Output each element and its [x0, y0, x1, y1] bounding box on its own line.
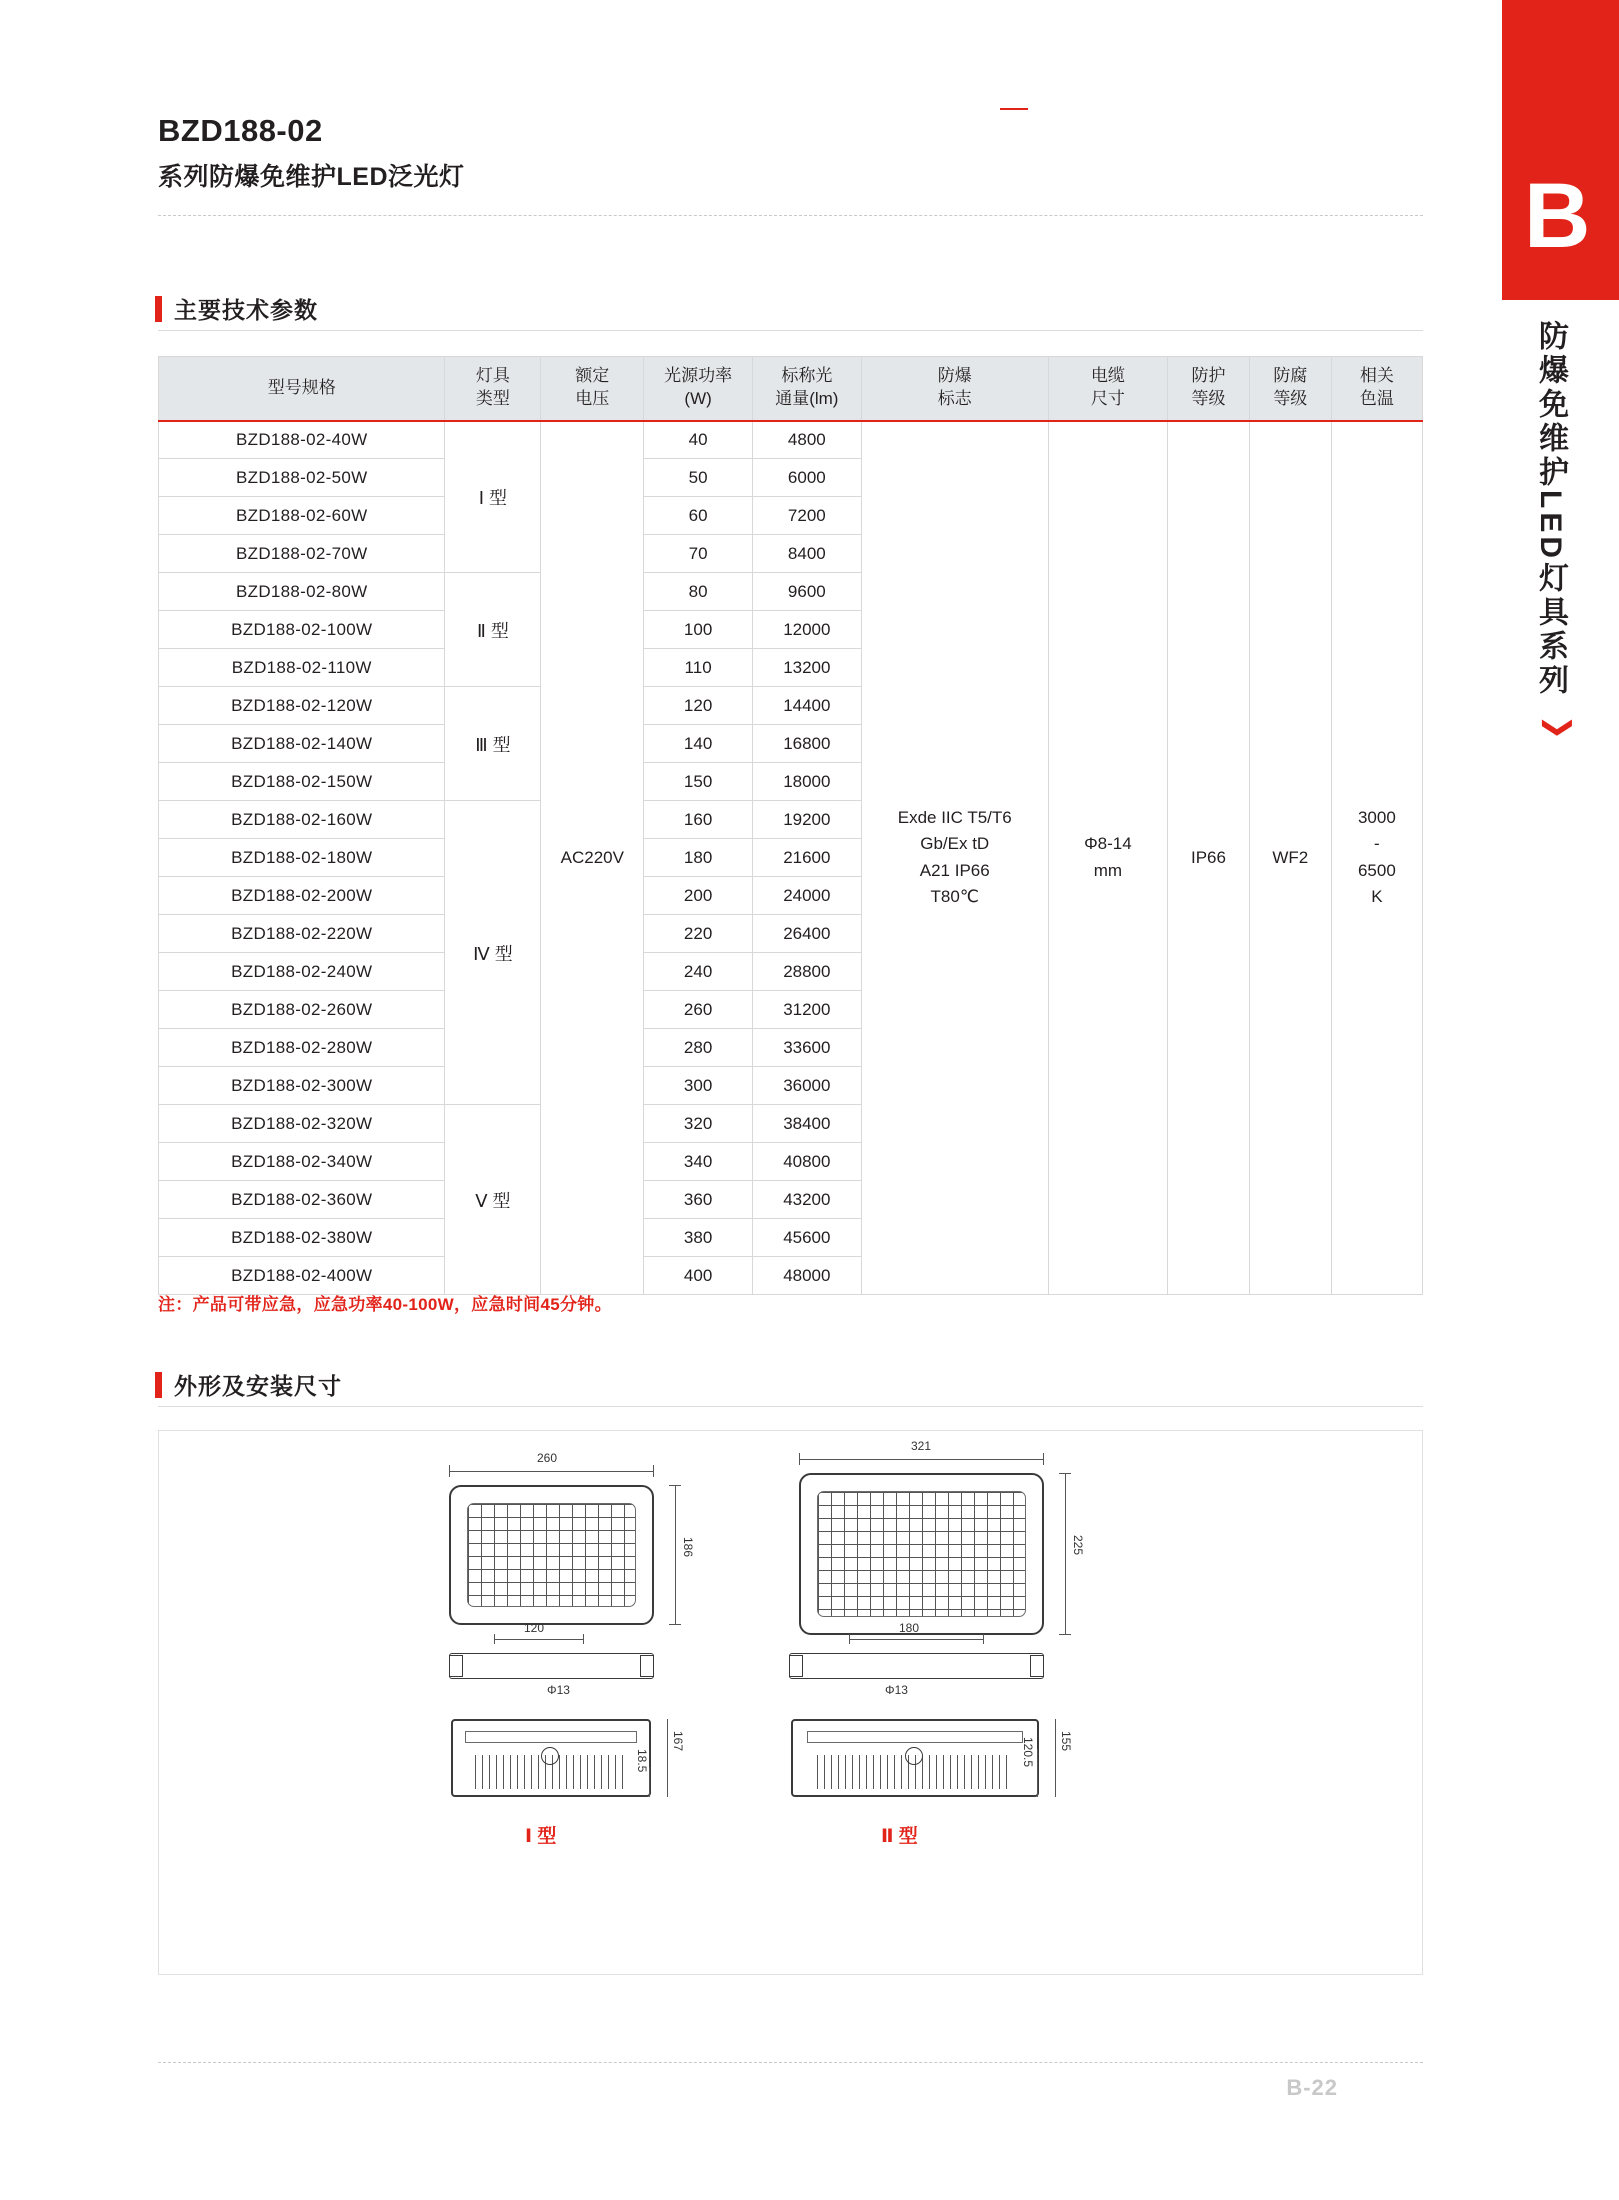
type2-side-body	[791, 1719, 1039, 1797]
cell-lumen: 33600	[752, 1029, 861, 1067]
type2-bracket-end-left	[789, 1655, 803, 1677]
side-tab	[1488, 0, 1619, 2200]
cell-cct-line: -	[1374, 834, 1380, 854]
type1-bracket-width-value: 120	[524, 1621, 545, 1635]
cell-model: BZD188-02-180W	[159, 839, 445, 877]
table-row	[159, 421, 1423, 459]
cell-power: 80	[644, 573, 753, 611]
cell-lumen: 48000	[752, 1257, 861, 1295]
cell-lamp-type: Ⅳ 型	[445, 801, 541, 1105]
cell-model: BZD188-02-260W	[159, 991, 445, 1029]
type2-bracket-width-value: 180	[899, 1621, 920, 1635]
cell-lumen: 21600	[752, 839, 861, 877]
cell-lumen: 12000	[752, 611, 861, 649]
cell-power: 120	[644, 687, 753, 725]
section-title-specs: 主要技术参数	[174, 297, 318, 323]
type1-bracket-dimline	[494, 1639, 584, 1640]
type2-side-top-band	[807, 1731, 1023, 1743]
cell-voltage: AC220V	[541, 421, 644, 1295]
cell-power: 260	[644, 991, 753, 1029]
footer-divider	[158, 2062, 1423, 2063]
cell-cable-size-line: mm	[1093, 860, 1123, 880]
cell-lumen: 31200	[752, 991, 861, 1029]
col-model: 型号规格	[159, 357, 445, 421]
cell-lamp-type: Ⅱ 型	[445, 573, 541, 687]
type1-bracket-end-left	[449, 1655, 463, 1677]
col-cct: 相关 色温	[1331, 357, 1422, 421]
type1-width-tick-left	[449, 1465, 450, 1477]
type1-mount-knob	[541, 1747, 559, 1765]
cell-model: BZD188-02-240W	[159, 953, 445, 991]
cell-power: 240	[644, 953, 753, 991]
type1-hole-label: Φ13	[547, 1683, 570, 1697]
cell-lumen: 14400	[752, 687, 861, 725]
cell-model: BZD188-02-110W	[159, 649, 445, 687]
col-lamp-type: 灯具 类型	[445, 357, 541, 421]
section-heading-dimensions	[155, 1368, 342, 1401]
cell-lumen: 40800	[752, 1143, 861, 1181]
cell-lumen: 16800	[752, 725, 861, 763]
cell-power: 70	[644, 535, 753, 573]
type1-side-body	[451, 1719, 651, 1797]
type1-led-array	[467, 1503, 636, 1607]
cell-model: BZD188-02-150W	[159, 763, 445, 801]
cell-power: 400	[644, 1257, 753, 1295]
type1-height-dimline	[675, 1485, 676, 1625]
table-header	[159, 357, 1423, 421]
product-model: BZD188-02	[158, 113, 323, 148]
cell-lumen: 18000	[752, 763, 861, 801]
cell-lumen: 45600	[752, 1219, 861, 1257]
type2-bracket-tick-left	[849, 1634, 850, 1644]
cell-model: BZD188-02-80W	[159, 573, 445, 611]
cell-power: 100	[644, 611, 753, 649]
type2-width-tick-right	[1043, 1453, 1044, 1465]
type2-base-dimline	[1037, 1749, 1038, 1797]
cell-model: BZD188-02-300W	[159, 1067, 445, 1105]
type2-height-dimline	[1065, 1473, 1066, 1635]
type1-width-value: 260	[537, 1451, 558, 1465]
cell-power: 340	[644, 1143, 753, 1181]
cell-power: 60	[644, 497, 753, 535]
cell-ex-mark	[861, 421, 1048, 1295]
dimension-drawings-panel	[158, 1430, 1423, 1975]
type1-height-value: 186	[681, 1537, 695, 1558]
cell-power: 360	[644, 1181, 753, 1219]
type2-height-value: 225	[1071, 1535, 1085, 1556]
cell-model: BZD188-02-360W	[159, 1181, 445, 1219]
type2-bracket-dimline	[849, 1639, 984, 1640]
cell-model: BZD188-02-320W	[159, 1105, 445, 1143]
cell-ex-mark-line: T80℃	[930, 887, 979, 907]
cell-power: 380	[644, 1219, 753, 1257]
type2-width-dimline	[799, 1459, 1044, 1460]
type1-width-dimline	[449, 1471, 654, 1472]
cell-lumen: 19200	[752, 801, 861, 839]
cell-lumen: 36000	[752, 1067, 861, 1105]
type1-side-height-dimline	[667, 1719, 668, 1797]
cell-lumen: 38400	[752, 1105, 861, 1143]
col-cable: 电缆 尺寸	[1048, 357, 1167, 421]
type1-caption: Ⅰ 型	[525, 1826, 557, 1847]
cell-model: BZD188-02-140W	[159, 725, 445, 763]
col-ip: 防护 等级	[1168, 357, 1250, 421]
type1-width-tick-right	[653, 1465, 654, 1477]
cell-model: BZD188-02-200W	[159, 877, 445, 915]
cell-ex-mark-line: A21 IP66	[919, 860, 990, 880]
cell-model: BZD188-02-380W	[159, 1219, 445, 1257]
cell-ip-rating: IP66	[1168, 421, 1250, 1295]
type2-width-tick-left	[799, 1453, 800, 1465]
cell-model: BZD188-02-280W	[159, 1029, 445, 1067]
type2-width-value: 321	[911, 1439, 932, 1453]
cell-ex-mark-line: Gb/Ex tD	[920, 834, 990, 854]
cell-model: BZD188-02-50W	[159, 459, 445, 497]
cell-model: BZD188-02-70W	[159, 535, 445, 573]
cell-power: 280	[644, 1029, 753, 1067]
type1-bracket-tick-left	[494, 1634, 495, 1644]
type2-led-array	[817, 1491, 1026, 1617]
cell-model: BZD188-02-40W	[159, 421, 445, 459]
col-power: 光源功率 (W)	[644, 357, 753, 421]
type2-caption: Ⅱ 型	[881, 1826, 918, 1847]
cell-power: 200	[644, 877, 753, 915]
table-header-row	[159, 357, 1423, 421]
cell-lumen: 13200	[752, 649, 861, 687]
cell-power: 220	[644, 915, 753, 953]
col-corrosion: 防腐 等级	[1249, 357, 1331, 421]
type2-base-value: 120.5	[1021, 1737, 1035, 1768]
side-tab-series-text: 防爆免维护LED灯具系列	[1534, 320, 1567, 698]
col-ex-mark: 防爆 标志	[861, 357, 1048, 421]
cell-power: 180	[644, 839, 753, 877]
type1-base-dimline	[649, 1767, 650, 1797]
type1-front-body	[449, 1485, 654, 1625]
col-voltage: 额定 电压	[541, 357, 644, 421]
cell-power: 140	[644, 725, 753, 763]
cell-power: 50	[644, 459, 753, 497]
section-divider-dimensions	[158, 1406, 1423, 1407]
cell-power: 150	[644, 763, 753, 801]
section-bar-icon-2	[155, 1372, 162, 1398]
emergency-note: 注：产品可带应急，应急功率40-100W，应急时间45分钟。	[158, 1295, 612, 1314]
section-heading-specs	[155, 292, 318, 325]
cell-cable-size-line: Φ8-14	[1084, 834, 1132, 854]
type2-bracket	[789, 1653, 1044, 1679]
section-bar-icon	[155, 296, 162, 322]
specifications-table	[158, 356, 1423, 1295]
type2-side-height-value: 155	[1059, 1731, 1073, 1752]
cell-cct	[1331, 421, 1422, 1295]
cell-lumen: 6000	[752, 459, 861, 497]
table-body	[159, 421, 1423, 1295]
cell-model: BZD188-02-120W	[159, 687, 445, 725]
type2-side-height-dimline	[1055, 1719, 1056, 1797]
cell-model: BZD188-02-220W	[159, 915, 445, 953]
cell-lumen: 28800	[752, 953, 861, 991]
cell-model: BZD188-02-160W	[159, 801, 445, 839]
type1-side-top-band	[465, 1731, 637, 1743]
cell-power: 40	[644, 421, 753, 459]
type2-front-body	[799, 1473, 1044, 1635]
side-tab-letter: B	[1524, 165, 1589, 267]
type1-side-height-value: 167	[671, 1731, 685, 1752]
cell-model: BZD188-02-100W	[159, 611, 445, 649]
cell-power: 300	[644, 1067, 753, 1105]
type1-height-tick-bottom	[669, 1624, 681, 1625]
type2-height-tick-top	[1059, 1473, 1071, 1474]
cell-lamp-type: Ⅴ 型	[445, 1105, 541, 1295]
type1-bracket	[449, 1653, 654, 1679]
page-number: B-22	[1286, 2075, 1338, 2100]
cell-lumen: 8400	[752, 535, 861, 573]
page-title	[158, 112, 465, 193]
header-divider	[158, 215, 1423, 216]
product-subtitle: 系列防爆免维护LED泛光灯	[158, 162, 465, 191]
cell-power: 320	[644, 1105, 753, 1143]
section-divider-specs	[158, 330, 1423, 331]
type2-bracket-end-right	[1030, 1655, 1044, 1677]
cell-ex-mark-line: Exde IIC T5/T6	[897, 808, 1012, 828]
cell-model: BZD188-02-60W	[159, 497, 445, 535]
type1-base-value: 18.5	[635, 1749, 649, 1773]
cell-cct-line: K	[1371, 887, 1383, 907]
type1-bracket-end-right	[640, 1655, 654, 1677]
cell-lumen: 26400	[752, 915, 861, 953]
cell-cct-line: 3000	[1357, 808, 1396, 828]
cell-lamp-type: Ⅲ 型	[445, 687, 541, 801]
cell-model: BZD188-02-400W	[159, 1257, 445, 1295]
cell-lumen: 4800	[752, 421, 861, 459]
cell-lumen: 9600	[752, 573, 861, 611]
section-title-dimensions: 外形及安装尺寸	[174, 1373, 342, 1399]
red-tick-mark	[1000, 108, 1028, 110]
cell-cable-size	[1048, 421, 1167, 1295]
cell-power: 110	[644, 649, 753, 687]
cell-lamp-type: Ⅰ 型	[445, 421, 541, 573]
type1-bracket-tick-right	[583, 1634, 584, 1644]
cell-lumen: 43200	[752, 1181, 861, 1219]
cell-lumen: 24000	[752, 877, 861, 915]
type2-bracket-tick-right	[983, 1634, 984, 1644]
type1-height-tick-top	[669, 1485, 681, 1486]
cell-power: 160	[644, 801, 753, 839]
col-lumen: 标称光 通量(lm)	[752, 357, 861, 421]
cell-corrosion-rating: WF2	[1249, 421, 1331, 1295]
cell-cct-line: 6500	[1357, 860, 1396, 880]
cell-lumen: 7200	[752, 497, 861, 535]
type2-hole-label: Φ13	[885, 1683, 908, 1697]
cell-model: BZD188-02-340W	[159, 1143, 445, 1181]
type2-mount-knob	[905, 1747, 923, 1765]
type2-height-tick-bottom	[1059, 1634, 1071, 1635]
chevron-right-icon: ❯	[1542, 714, 1576, 741]
